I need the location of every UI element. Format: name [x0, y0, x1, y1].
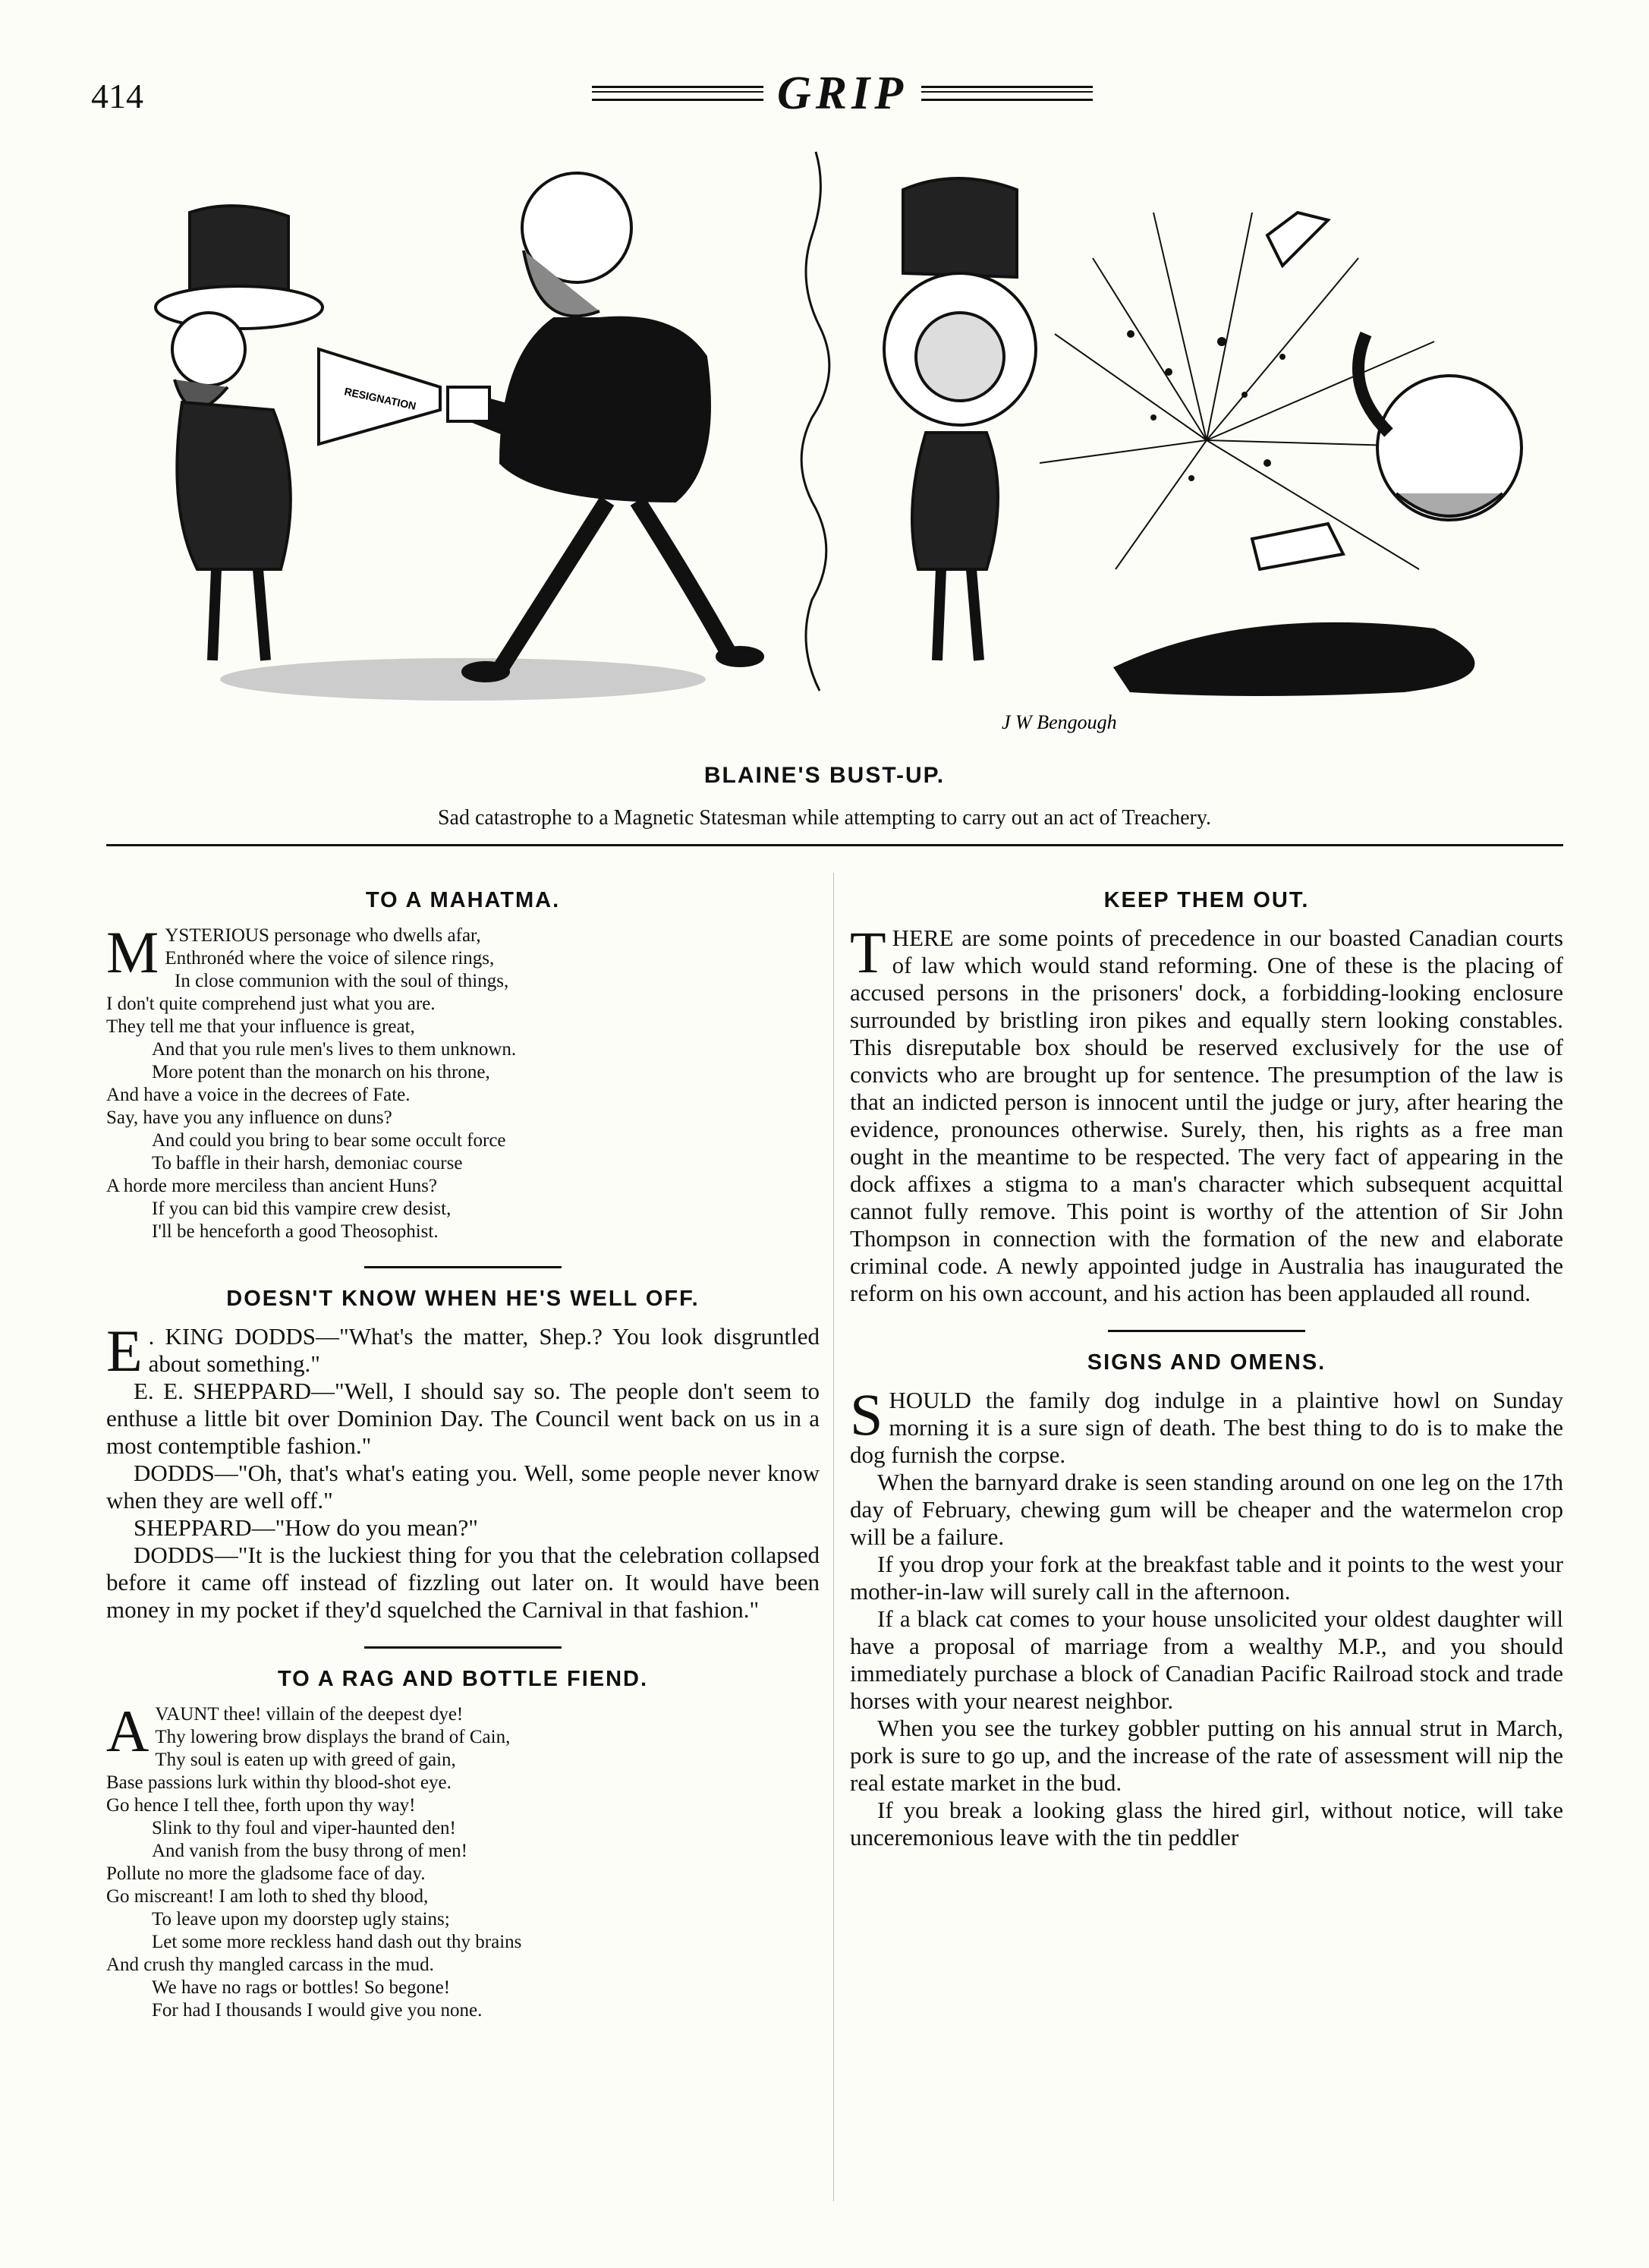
masthead: [592, 67, 1093, 120]
dialogue-body: [106, 1318, 820, 1624]
cartoon-illustration: [144, 144, 1563, 751]
megaphone-label: RESIGNATION: [343, 385, 417, 412]
verse-line: We have no rags or bottles! So begone!: [152, 1977, 451, 1998]
paragraph: If a black cat comes to your house unsolicited your oldest daughter will have a proposal of marriage from a wealthy M.P., and you should immediately purchase a block of Canadian Pacific Railroad stock and trade horses with your nearest neighbor.: [850, 1605, 1563, 1714]
verse-line: Thy lowering brow displays the brand of Cain,: [155, 1727, 511, 1747]
poem2-dropcap: A: [106, 1698, 149, 1764]
paragraph: DODDS—"It is the luckiest thing for you that the celebration collapsed before it came off instead of fizzling out later on. It would have been money in my pocket if they'd squelched the Carnival in that fashion.": [106, 1542, 820, 1623]
verse-line: VAUNT thee! villain of the deepest dye!: [155, 1704, 464, 1725]
poem2-title: TO A RAG AND BOTTLE FIEND.: [277, 1667, 649, 1691]
cartoon-caption-title: BLAINE'S BUST-UP.: [703, 763, 946, 788]
cartoon-caption-subtitle: Sad catastrophe to a Magnetic Statesman while attempting to carry out an act of Treachery.: [437, 806, 1212, 830]
verse-line: Enthronéd where the voice of silence rings,: [165, 948, 495, 969]
verse-line: They tell me that your influence is great,: [106, 1016, 415, 1037]
verse-line: And could you bring to bear some occult force: [152, 1130, 506, 1151]
right-column: [850, 873, 1563, 1851]
paragraph: HOULD the family dog indulge in a plaintive howl on Sunday morning it is a sure sign of death. The best thing to do is to make the dog furnish the corpse.: [850, 1387, 1563, 1468]
verse-line: Pollute no more the gladsome face of day.: [106, 1863, 426, 1884]
verse-line: Slink to thy foul and viper-haunted den!: [152, 1818, 456, 1838]
rule-1: [364, 1266, 562, 1268]
paragraph: . KING DODDS—"What's the matter, Shep.? You look disgruntled about something.": [148, 1323, 820, 1377]
poem1-title: TO A MAHATMA.: [365, 888, 561, 912]
paragraph: SHEPPARD—"How do you mean?": [134, 1514, 478, 1541]
dialogue-title: DOESN'T KNOW WHEN HE'S WELL OFF.: [226, 1287, 700, 1311]
article1-title: KEEP THEM OUT.: [1103, 888, 1310, 912]
column-divider: [833, 873, 834, 2201]
verse-line: And have a voice in the decrees of Fate.: [106, 1085, 411, 1105]
verse-line: To baffle in their harsh, demoniac course: [152, 1153, 463, 1173]
poem2-body: [106, 1698, 820, 2022]
verse-line: A horde more merciless than ancient Huns?: [106, 1176, 437, 1196]
verse-line: To leave upon my doorstep ugly stains;: [152, 1909, 450, 1929]
paragraph: If you drop your fork at the breakfast table and it points to the west your mother-in-law will surely call in the afternoon.: [850, 1551, 1563, 1605]
verse-line: Base passions lurk within thy blood-shot eye.: [106, 1772, 452, 1793]
verse-line: In close communion with the soul of things,: [175, 971, 509, 991]
verse-line: YSTERIOUS personage who dwells afar,: [165, 925, 481, 946]
paragraph: If you break a looking glass the hired girl, without notice, will take unceremonious leave with the tin peddler: [850, 1797, 1563, 1851]
verse-line: Go hence I tell thee, forth upon thy way!: [106, 1795, 416, 1816]
verse-line: More potent than the monarch on his throne,: [152, 1062, 490, 1082]
masthead-rule-right: [921, 86, 1093, 101]
verse-line: I don't quite comprehend just what you are.: [106, 994, 436, 1014]
verse-line: For had I thousands I would give you none.: [152, 2000, 483, 2021]
verse-line: And crush thy mangled carcass in the mud.: [106, 1955, 434, 1975]
masthead-title: GRIP: [776, 67, 908, 119]
rule-3: [1108, 1330, 1305, 1332]
verse-line: Let some more reckless hand dash out thy brains: [152, 1932, 522, 1952]
paragraph: When the barnyard drake is seen standing around on one leg on the 17th day of February, chewing gum will be cheaper and the watermelon crop will be a failure.: [850, 1469, 1563, 1550]
verse-line: Thy soul is eaten up with greed of gain,: [155, 1750, 456, 1770]
article2-dropcap: S: [850, 1381, 883, 1447]
masthead-rule-left: [592, 86, 763, 101]
poem1-dropcap: M: [106, 919, 159, 985]
artist-signature: J W Bengough: [1002, 711, 1117, 733]
verse-line: And vanish from the busy throng of men!: [152, 1841, 467, 1861]
left-column: [106, 873, 820, 2022]
dialogue-dropcap: E: [106, 1318, 143, 1384]
article1-body: [850, 919, 1563, 1307]
verse-line: And that you rule men's lives to them unknown.: [152, 1039, 517, 1060]
right-panel: [884, 178, 1522, 695]
poem1-body: [106, 919, 820, 1243]
verse-line: I'll be henceforth a good Theosophist.: [152, 1221, 439, 1242]
article1-dropcap: T: [850, 919, 886, 985]
paragraph: E. E. SHEPPARD—"Well, I should say so. The people don't seem to enthuse a little bit over Dominion Day. The Council went back on us in a most contemptible fashion.": [106, 1378, 820, 1459]
paragraph: When you see the turkey gobbler putting on his annual strut in March, pork is sure to go up, and the increase of the rate of assessment will nip the real estate market in the bud.: [850, 1715, 1563, 1796]
page-number: 414: [91, 77, 143, 115]
paragraph: DODDS—"Oh, that's what's eating you. Well, some people never know when they are well off.": [106, 1460, 820, 1514]
verse-line: Go miscreant! I am loth to shed thy blood,: [106, 1886, 429, 1907]
paragraph: HERE are some points of precedence in our boasted Canadian courts of law which would stand reforming. One of these is the placing of accused persons in the prisoners' dock, a forbidding-looking enclosure surrounded by bristling iron pikes and equally stern looking constables. This disreputable box should be reserved exclusively for the use of convicts who are brought up for sentence. The presumption of the law is that an indicted person is innocent until the judge or jury, after hearing the evidence, pronounces otherwise. Surely, then, his rights as a free man ought in the meantime to be respected. The very fact of appearing in the dock affixes a stigma to a man's character which subsequent acquittal cannot fully remove. This point is worthy of the attention of Sir John Thompson in connection with the formation of the new and elaborate criminal code. A newly appointed judge in Australia has inaugurated the reform on his own account, and his action has been applauded all round.: [850, 925, 1563, 1306]
left-panel: [156, 173, 763, 701]
article2-body: [850, 1381, 1563, 1851]
panel-divider: [801, 152, 829, 691]
verse-line: If you can bid this vampire crew desist,: [152, 1199, 452, 1219]
rule-2: [364, 1646, 562, 1649]
section-divider: [106, 844, 1563, 846]
article2-title: SIGNS AND OMENS.: [1087, 1350, 1326, 1375]
verse-line: Say, have you any influence on duns?: [106, 1107, 392, 1128]
